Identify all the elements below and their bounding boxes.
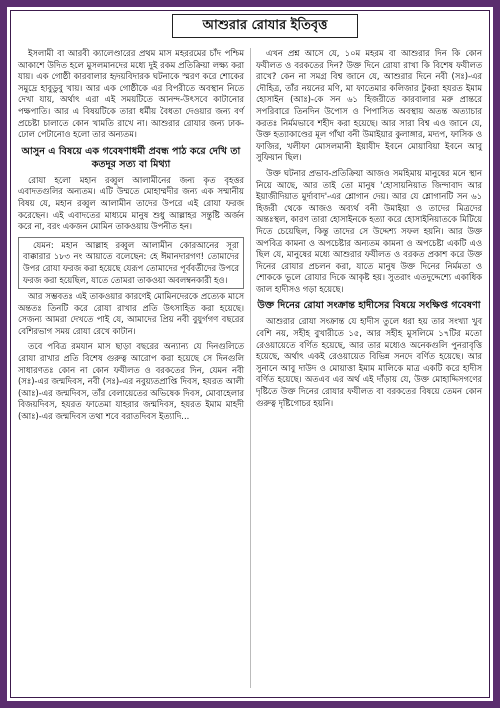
paragraph: ইসলামী বা আরবী ক্যালেণ্ডারের প্রথম মাস মহররমের চাঁদ পশ্চিম আকাশে উদিত হলে মুসলমানদের মধ্যে দুই রকম প্রতিক্রিয়া লক্ষ্য করা যায়। এক গোষ্ঠী কারবালার হৃদয়বিদারক ঘটনাকে স্মরণ করে শোকের সমুদ্রে হাবুডুবু খায়। আর এক গোষ্ঠীকে এর বিপরীতে অবস্থান নিতে দেখা যায়, অর্থাৎ এরা এই সময়টিতে আনন্দ-উৎসবে কাটানোর পক্ষপাতি। আর এ বিষয়টিকে তারা ধর্মীয় বৈধতা দেওয়ার জন্য বর্ণ প্রচেষ্টা চালাতে কোন খামতি রাখে না। আশুরার রোযার জন্য ঢাক-ঢোল পেটানোও হলো তার অন্যতম। (18, 48, 244, 140)
paragraph: আশুরার রোযা সংক্রান্ত যে হাদীস তুলে ধরা হয় তার সংখ্যা খুব বেশি নয়, সহীহ বুখারীতে ১৫, আর সহীহ মুসলিমে ১৭টির মতো রেওয়ায়েতে বর্ণিত হয়েছে, আর তার মধ্যেও অনেকগুলি পুনরাবৃত্তি হয়েছে, অর্থাৎ একই রেওয়ায়েত বিভিন্ন সনদে বর্ণিত হয়েছে। আর সুনানে আবু দাউদ ও মোয়াত্তা ইমাম মালিকে মাত্র একটি করে হাদীস বর্ণিত হয়েছে। অতএব এর অর্থ এই দাঁড়ায় যে, উক্ত মোহাদ্দিসগণের দৃষ্টিতে উক্ত দিনের রোযার ফযীলত বা বরকতের বিষয়ে তেমন কোন গুরুত্ব দৃষ্টিগোচর হয়নি। (256, 316, 482, 408)
section-heading: উক্ত দিনের রোযা সংক্রান্ত হাদীসের বিষয়ে সংক্ষিপ্ত গবেষণা (257, 300, 481, 312)
page-title: আশুরার রোযার ইতিবৃত্ত (202, 17, 328, 33)
page-content (14, 14, 486, 694)
paragraph: আর সম্ভবতঃ এই তাকওয়ার কারণেই মোমিনদেরকে প্রত্যেক মাসে অন্ততঃ তিনটি করে রোযা রাখার প্রতি উৎসাহিত করা হয়েছে। সেজন্য আমরা দেখতে পাই যে, আমাদের প্রিয় নবী বুযুর্গগণ বছরের বেশিরভাগ সময় রোযা রেখে কাটান। (18, 291, 244, 336)
section-heading: আসুন এ বিষয়ে এক গবেষণাধর্মী প্রবন্ধ পাঠ করে দেখি তা কতদূর সত্য বা মিথ্যা (21, 145, 241, 170)
paragraph: তবে পবিত্র রমযান মাস ছাড়া বছরের অন্যান্য যে দিনগুলিতে রোযা রাখার প্রতি বিশেষ গুরুত্ব আরোপ করা হয়েছে সে দিনগুলি সাধারণতঃ কোন না কোন ফযীলত ও বরকতের দিন, যেমন নবী (সঃ)-এর জন্মদিবস, নবী (সঃ)-এর নবুয়্যতপ্রাপ্তি দিবস, হযরত আলী (আঃ)-এর জন্মদিবস, তাঁর বেলায়েতের অভিষেক দিবস, মোবাহেলার বিজয়দিবস, হযরত ফাতেমা যাহরার জন্মদিবস, হযরত ইমাম মাহদী (আঃ)-এর জন্মদিবস তথা শবে বরাতদিবস ইত্যাদি... (18, 341, 244, 422)
column-divider (250, 48, 251, 688)
quote-text: যেমন: মহান আল্লাহ রব্বুল আলামীন কোরআনের সূরা বাক্কারার ১৮৩ নং আয়াতে বলেছেন: হে ঈমানদারগণ! তোমাদের উপর রোযা ফরজ করা হয়েছে যেরূপ তোমাদের পূর্ববর্তীদের উপরে ফরজ করা হয়েছিল, যাতে তোমরা তাকওয়া অবলম্বনকারী হও। (23, 239, 239, 285)
quote-box (18, 237, 244, 289)
paragraph: রোযা হলো মহান রব্বুল আলামীনের জন্য কৃত বৃহত্তর এবাদতগুলির অন্যতম। এটি উম্মতে মোহাম্মদীর জন্য এক সম্মানীয় বিষয় যে, মহান রব্বুল আলামীন তাদের উপরে এই রোযা ফরজ করেছেন। এই এবাদতের মাধ্যমে মানুষ শুধু আল্লাহর সন্তুষ্টি অর্জন করে না, বরং একজন মোমিন তাকওয়ায় উপনীত হন। (18, 174, 244, 232)
title-box (172, 14, 358, 38)
right-column (256, 48, 482, 413)
paragraph: এখন প্রশ্ন আসে যে, ১০ম মহরম বা আশুরার দিন কি কোন ফযীলত ও বরকতের দিন? উক্ত দিনে রোযা রাখা কি বিশেষ ফযীলত রাখে? কেন না সমগ্র বিশ্ব জানে যে, আশুরার দিনে নবী (সঃ)-এর দৌহিত্র, তাঁর নয়নের মণি, মা ফাতেমার কলিজার টুকরা হযরত ইমাম হোসাইন (আঃ)-কে সন ৬১ হিজরীতে কারবালার মরু প্রান্তরে সপরিবারে তিনদিন উপোস ও পিপাসিত অবস্থায় অতন্ত অত্যাচার করতঃ নির্মমভাবে শহীদ করা হয়েছে। আর সারা বিশ্ব এও জানে যে, উক্ত হত্যাকাণ্ডের মূল গাঁথা বনী উমাইয়ার কুলাঙ্গার, মদ্যপ, ফাসিক ও ফাজির, খলীফা মোসলমানী ইয়াযীদ ইবনে মোয়াবিয়া ইবনে আবু সুফিয়ান ছিল। (256, 48, 482, 163)
paragraph: উক্ত ঘটনার প্রভাব-প্রতিক্রিয়া আজও সমহিমায় মানুষের মনে স্থান নিয়ে আছে, আর তাই তো মানুষ 'হোসায়নিয়াত জিন্দাবাদ আর ইয়াজীদিয়াত মুর্দাবাদ'-এর শ্লোগান দেয়। আর যে শ্লোগানটি সন ৬১ হিজরী থেকে আজও অব্যর্থ বনী উমাইয়া ও তাদের মিত্রদের অন্তঃস্থল, কারণ তারা হোসাইনকে হত্যা করে হোসাইনিয়াতকে মিটিয়ে দিতে চেয়েছিল, কিন্তু তাদের সে উদ্দেশ্য সফল হয়নি। আর উক্ত অপবিত্র কামনা ও অপচেষ্টার অন্যতম কামনা ও অপচেষ্টা একটি এও ছিল যে, মানুষের মধ্যে আশুরার ফযীলত ও বরকত প্রকাশ করে উক্ত দিনের রোযার প্রচলন করা, যাতে মানুষ উক্ত দিনের নির্মমতা ও শোককে ভুলে রোযার দিকে আকৃষ্ট হয়। সুতরাং এতদুদ্দেশ্যে একাধিক জাল হাদীসও গড়া হয়েছে। (256, 167, 482, 294)
left-column (18, 48, 244, 427)
